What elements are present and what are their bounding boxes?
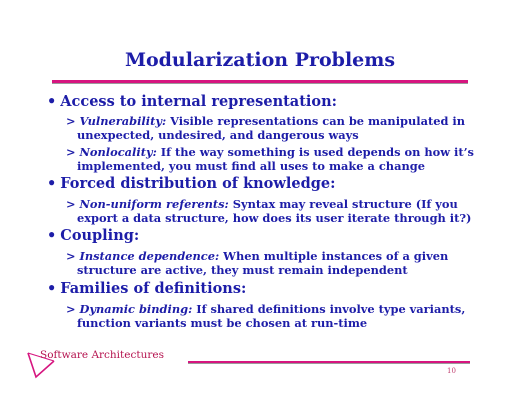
sub-item-term: Vulnerability: [79, 114, 167, 128]
sub-item-text: If the way something is used depends on how it’s implemented, you must find all uses to make a change [77, 145, 474, 173]
sub-marker: > [66, 114, 76, 128]
sub-item-term: Non-uniform referents: [79, 197, 229, 211]
sub-item-term: Nonlocality: [79, 145, 157, 159]
sub-item-text: If shared definitions involve type variants, function variants must be chosen at run-time [77, 302, 466, 330]
sub-item-text: Visible representations can be manipulated in unexpected, undesired, and dangerous ways [77, 114, 466, 142]
sub-marker: > [66, 302, 76, 316]
sub-item-term: Instance dependence: [79, 249, 220, 263]
bullet-heading: Families of definitions: [60, 280, 247, 297]
sub-item-dynamic-binding [66, 302, 486, 330]
sub-item-nonlocality [66, 145, 486, 173]
slide-title: Modularization Problems [124, 49, 396, 71]
bullet-heading: Coupling: [60, 227, 140, 244]
bullet-access-internal-representation [47, 93, 337, 111]
sub-item-term: Dynamic binding: [79, 302, 193, 316]
bullet-heading: Forced distribution of knowledge: [60, 175, 336, 192]
bullet-marker: • [47, 227, 57, 244]
sub-marker: > [66, 249, 76, 263]
bullet-families-of-definitions [47, 280, 246, 298]
sub-marker: > [66, 197, 76, 211]
bullet-heading: Access to internal representation: [60, 93, 337, 110]
title-underline-shadow [52, 83, 468, 84]
sub-item-instance-dependence [66, 249, 486, 277]
bullet-forced-distribution [47, 175, 335, 193]
bullet-marker: • [47, 175, 57, 192]
page-number: 10 [447, 367, 456, 375]
sub-item-vulnerability [66, 114, 486, 142]
bullet-marker: • [47, 280, 57, 297]
footer-rule-shadow [188, 363, 470, 364]
bullet-coupling [47, 227, 139, 245]
sub-marker: > [66, 145, 76, 159]
bullet-marker: • [47, 93, 57, 110]
sub-item-text: When multiple instances of a given structure are active, they must remain independent [77, 249, 449, 277]
sub-item-non-uniform-referents [66, 197, 486, 225]
sub-item-text: Syntax may reveal structure (If you export a data structure, how does its user iterate through it?) [77, 197, 472, 225]
footer-label: Software Architectures [40, 349, 164, 361]
